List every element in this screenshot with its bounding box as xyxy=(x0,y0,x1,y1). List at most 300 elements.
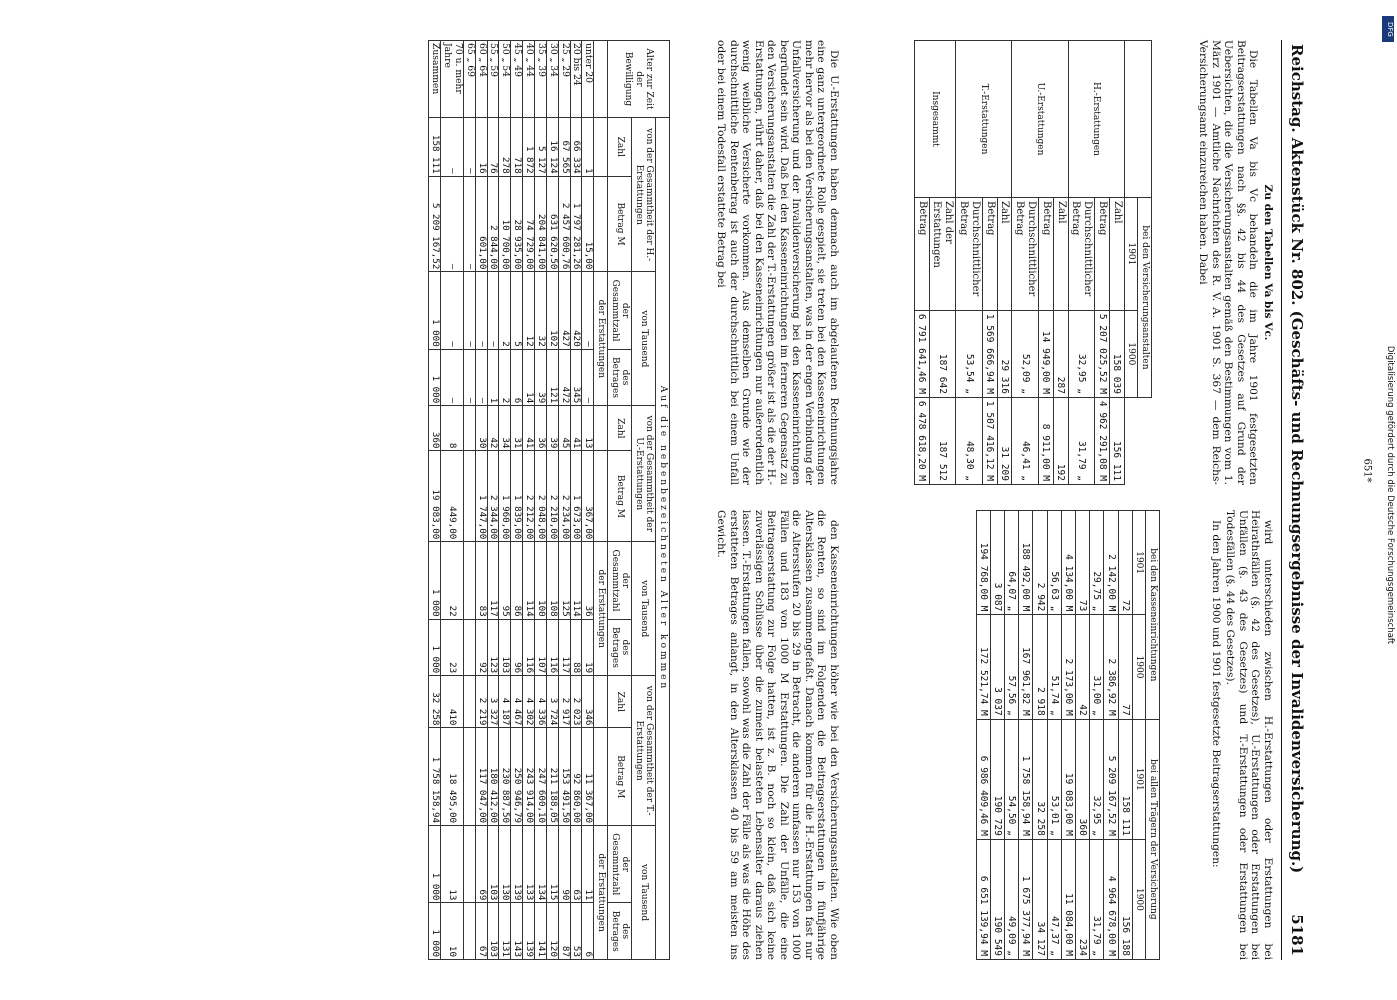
t3-cell: 103 xyxy=(499,619,511,675)
t3-h-U: von der Gesammtheit der U.-Erstattungen xyxy=(632,406,656,542)
t3-cell: 95 xyxy=(499,542,511,619)
t3-total-cell: 1 000 xyxy=(429,619,441,675)
t3-cell: 1 673,00 xyxy=(570,451,582,542)
t3-age-label: 50 „ 54 xyxy=(499,41,511,118)
t3-cell xyxy=(463,903,475,960)
t2-cell: 2 142,00 M xyxy=(1104,511,1118,615)
t3-cell: — xyxy=(582,349,594,405)
t3-age-label: 70 u. mehr Jahre xyxy=(441,41,464,118)
t2-cell: 47,37 „ xyxy=(1047,839,1061,959)
t2-cell: 1 758 158,94 M xyxy=(1019,719,1033,839)
right-column xyxy=(1208,510,1275,960)
t3-body xyxy=(429,41,594,960)
t3-h-alter: Alter zur Zeit der Bewilligung xyxy=(607,41,669,118)
t3-cell: 6 xyxy=(511,349,523,405)
t3-h-des-betrages: des Betrages xyxy=(607,349,631,405)
t1-item-label: Zahl xyxy=(1053,198,1068,311)
t3-cell: 631 620,50 xyxy=(546,176,558,272)
t3-cell: 117 047,00 xyxy=(475,728,487,826)
t3-h-der-erstattungen: der Erstattungen xyxy=(594,272,608,406)
t2-year: 1901 xyxy=(1132,511,1146,615)
t1-item-label: Zahl der Erstattungen xyxy=(929,198,956,311)
t3-cell: 14 xyxy=(523,349,535,405)
t2-cell: 234 xyxy=(1075,839,1089,959)
t2-cell: 190 729 xyxy=(990,719,1004,839)
t3-age-label: 30 „ 34 xyxy=(546,41,558,118)
t3-total-cell: 32 258 xyxy=(429,676,441,728)
t3-cell: 41 xyxy=(570,406,582,451)
t3-cell: 134 xyxy=(535,826,547,903)
t3-cell: 449,00 xyxy=(441,451,464,542)
t2-cell: 190 549 xyxy=(990,839,1004,959)
t3-cell: 11 367,00 xyxy=(582,728,594,826)
t1-item-label: Durchschnittlicher Betrag xyxy=(956,198,983,311)
t3-age-label: 35 „ 39 xyxy=(535,41,547,118)
t3-cell: 2 212,00 xyxy=(523,451,535,542)
t3-cell: 115 xyxy=(546,826,558,903)
t2-cell: 77 xyxy=(1118,615,1132,719)
t2-cell: 188 492,00 M xyxy=(1019,511,1033,615)
t3-cell: 2 xyxy=(499,349,511,405)
t3-cell: 13 xyxy=(582,406,594,451)
t3-cell: 87 xyxy=(558,903,570,960)
rotated-page xyxy=(70,40,1310,960)
t2-cell: 73 xyxy=(1075,511,1089,615)
t3-total-cell: 360 xyxy=(429,406,441,451)
t3-cell: 88 xyxy=(570,619,582,675)
t2-row xyxy=(1047,511,1061,960)
digitization-note: Digitalisierung gefördert durch die Deutsche Forschungsgemeinschaft xyxy=(1385,345,1395,645)
t3-cell: 90 xyxy=(558,826,570,903)
t3-row xyxy=(582,41,594,960)
t3-age-label: unter 20 xyxy=(582,41,594,118)
t3-h-betrag: Betrag M xyxy=(607,176,631,272)
t3-cell: 92 860,00 xyxy=(570,728,582,826)
page-number: 651* xyxy=(1361,458,1373,483)
t3-cell: 15,00 xyxy=(582,176,594,272)
t3-age-label: 55 „ 59 xyxy=(487,41,499,118)
t3-cell: 1 872 xyxy=(523,118,535,177)
t2-cell: 3 087 xyxy=(990,511,1004,615)
t3-cell: 230 887,50 xyxy=(499,728,511,826)
t3-cell: 2 917 xyxy=(558,676,570,728)
t1-value: 6 478 618,20 M xyxy=(914,397,929,484)
t3-cell: 13 xyxy=(441,826,464,903)
t2-cell: 31,00 „ xyxy=(1090,615,1104,719)
age-distribution-table xyxy=(428,40,670,960)
t3-cell: 1 960,00 xyxy=(499,451,511,542)
t3-h-tausend: von Tausend xyxy=(632,272,656,406)
t1-value: 187 642 xyxy=(929,310,956,397)
t3-cell xyxy=(463,406,475,451)
t3-cell: 1 839,00 xyxy=(511,451,523,542)
t3-cell: 92 xyxy=(475,619,487,675)
t3-cell: 153 491,50 xyxy=(558,728,570,826)
t1-item-label: Betrag xyxy=(914,198,929,311)
header-page-number: 5181 xyxy=(1287,914,1306,956)
t3-cell xyxy=(463,676,475,728)
t3-cell: 5 127 xyxy=(535,118,547,177)
t3-cell: 2 457 600,76 xyxy=(558,176,570,272)
t3-cell: 180 412,00 xyxy=(487,728,499,826)
t3-cell: 12 xyxy=(523,272,535,349)
t1-value: 31 209 xyxy=(997,397,1012,484)
t3-cell: 16 xyxy=(475,118,487,177)
t3-cell: 139 xyxy=(523,903,535,960)
side-note-container xyxy=(1380,0,1396,1000)
t2-header-kassen: bei den Kasseneinrichtungen xyxy=(1146,511,1160,720)
t3-age-label: 45 „ 49 xyxy=(511,41,523,118)
t3-cell: 18 495,00 xyxy=(441,728,464,826)
t3-cell: 243 914,00 xyxy=(523,728,535,826)
t3-total-cell: 1 000 xyxy=(429,272,441,349)
t3-cell: — xyxy=(463,118,475,177)
t3-cell: 2 xyxy=(499,272,511,349)
t3-cell: 28 935,00 xyxy=(511,176,523,272)
t3-sub-blank xyxy=(594,676,608,728)
t3-cell: 10 700,00 xyxy=(499,176,511,272)
t3-cell: — xyxy=(441,272,464,349)
t3-cell: 63 xyxy=(570,826,582,903)
right-paragraph-2: In den Jahren 1900 und 1901 festgesetzte Beitragserstattungen: xyxy=(1210,520,1222,868)
t3-age-label: 60 „ 64 xyxy=(475,41,487,118)
t1-value: 1 507 416,12 M xyxy=(982,397,997,484)
t3-h-des-betrages: des Betrages xyxy=(607,903,631,960)
t1-header: bei den Versicherungsanstalten xyxy=(1138,198,1152,398)
t1-value: 32,95 „ xyxy=(1068,310,1095,397)
t3-row xyxy=(475,41,487,960)
t1-item-label: Betrag xyxy=(1095,198,1110,311)
t3-row xyxy=(523,41,535,960)
t3-cell: 6 xyxy=(582,903,594,960)
t3-cell: 66 334 xyxy=(570,118,582,177)
t3-cell: 139 xyxy=(511,826,523,903)
mid-left-text xyxy=(713,40,840,485)
t2-cell: 42 xyxy=(1075,615,1089,719)
t3-cell: — xyxy=(441,176,464,272)
t2-cell: 5 209 167,52 M xyxy=(1104,719,1118,839)
t3-cell: — xyxy=(463,349,475,405)
t3-cell: 19 xyxy=(582,619,594,675)
t3-cell: 42 xyxy=(487,406,499,451)
t3-cell: — xyxy=(475,272,487,349)
t1-value: 53,54 „ xyxy=(956,310,983,397)
t1-value: 156 111 xyxy=(1109,397,1124,484)
t3-cell: 8 xyxy=(441,406,464,451)
t2-cell: 6 651 139,94 M xyxy=(976,839,990,959)
t3-sub-blank xyxy=(594,176,608,272)
t3-cell: 4 302 xyxy=(523,676,535,728)
t3-h-H: von der Gesammtheit der H.-Erstattungen xyxy=(632,118,656,272)
t3-total-cell: 158 111 xyxy=(429,118,441,177)
t3-total-cell: 1 000 xyxy=(429,826,441,903)
t2-cell: 2 386,92 M xyxy=(1104,615,1118,719)
t3-cell: 121 xyxy=(546,349,558,405)
t3-h-T: von der Gesammtheit der T.-Erstattungen xyxy=(632,676,656,826)
t3-h-zahl: Zahl xyxy=(607,676,631,728)
t2-row xyxy=(1033,511,1047,960)
t3-cell: 116 xyxy=(546,619,558,675)
summary-table-versicherungsanstalten xyxy=(914,40,1152,485)
t2-cell: 64,07 „ xyxy=(1004,511,1018,615)
t3-h-zahl: Zahl xyxy=(607,406,631,451)
t2-row xyxy=(1075,511,1089,960)
t1-value: 4 962 291,08 M xyxy=(1095,397,1110,484)
t3-cell: — xyxy=(463,176,475,272)
t3-cell: 116 xyxy=(523,619,535,675)
t2-cell: 158 111 xyxy=(1118,719,1132,839)
t2-cell: 31,79 „ xyxy=(1090,839,1104,959)
t3-cell: 2 048,00 xyxy=(535,451,547,542)
t2-cell: 57,56 „ xyxy=(1004,615,1018,719)
t3-row xyxy=(570,41,582,960)
t3-cell: 107 xyxy=(535,619,547,675)
t2-cell: 56,63 „ xyxy=(1047,511,1061,615)
t3-age-label: 25 „ 29 xyxy=(558,41,570,118)
t3-row xyxy=(441,41,464,960)
t3-sub-blank xyxy=(594,728,608,826)
t3-cell: 83 xyxy=(475,542,487,619)
t1-row xyxy=(1053,41,1068,485)
t1-row xyxy=(1109,41,1124,485)
t3-total-cell: 1 758 158,94 xyxy=(429,728,441,826)
t3-cell: — xyxy=(582,272,594,349)
t3-cell: 204 841,00 xyxy=(535,176,547,272)
t3-cell: 346 xyxy=(582,676,594,728)
t2-cell: 32 258 xyxy=(1033,719,1047,839)
t3-h-betrag: Betrag M xyxy=(607,728,631,826)
t3-cell: 2 210,00 xyxy=(546,451,558,542)
t2-cell: 194 768,00 M xyxy=(976,511,990,615)
t1-group-label: Insgesammt xyxy=(914,41,955,198)
page-header xyxy=(1281,40,1310,960)
t3-cell: 39 xyxy=(546,406,558,451)
t3-cell: 103 xyxy=(487,903,499,960)
t2-cell: 4 134,00 M xyxy=(1061,511,1075,615)
left-column xyxy=(1195,40,1274,485)
t3-total-cell: 1 000 xyxy=(429,903,441,960)
t3-cell: 45 xyxy=(558,406,570,451)
t3-h-zahl: Zahl xyxy=(607,118,631,177)
t3-cell xyxy=(463,728,475,826)
t2-cell: 53,01 „ xyxy=(1047,719,1061,839)
t3-cell: — xyxy=(441,118,464,177)
mid-right-paragraph: den Kasseneinrichtungen höher wie bei den Versicherungsanstalten. Wie oben die Renten, so sind im Folgenden die Beitragserstattungen in fünfjährige Altersklassen zusammengefaßt. Danach kommen für die H.-Erstattungen fast nur die Altersstufen 20 bis 29 in Betracht, die anderen umfassen nur 153 von 1000 Fällen und 183 von 1000 M Erstattungen. Die Zahl der Unfälle, die eine Beitragserstattung zur Folge hatten, ist z. B. noch so klein, daß sich keine zuverlässigen Schlüsse über die zumeist belasteten Lebensalter daraus ziehen lassen. T.-Erstattungen fallen, sowohl was die Zahl der Fälle als was die Höhe des erstatteten Betrages anlangt, in den Altersklassen 40 bis 59 am meisten ins Gewicht. xyxy=(715,510,840,960)
t3-cell: 67 565 xyxy=(558,118,570,177)
t3-h-gesamtzahl: der Gesammtzahl xyxy=(607,272,631,349)
t2-cell: 2 942 xyxy=(1033,511,1047,615)
t2-year: 1900 xyxy=(1132,839,1146,959)
t3-total-cell: 5 209 167,52 xyxy=(429,176,441,272)
t3-cell: 472 xyxy=(558,349,570,405)
t3-cell: 123 xyxy=(487,619,499,675)
t3-cell: 718 xyxy=(511,118,523,177)
t3-h-der-erstattungen: der Erstattungen xyxy=(594,542,608,676)
t3-cell xyxy=(463,826,475,903)
t1-value: 48,30 „ xyxy=(956,397,983,484)
t3-h-der-erstattungen: der Erstattungen xyxy=(594,826,608,960)
t3-cell: — xyxy=(475,349,487,405)
t2-cell: 6 986 409,46 M xyxy=(976,719,990,839)
t1-value: 5 207 025,52 M xyxy=(1095,310,1110,397)
t3-cell: 96 xyxy=(511,619,523,675)
t2-row xyxy=(1090,511,1104,960)
t3-cell: 130 xyxy=(499,826,511,903)
t3-row xyxy=(487,41,499,960)
t3-cell: 3 327 xyxy=(487,676,499,728)
t2-year: 1900 xyxy=(1132,615,1146,719)
t1-row xyxy=(997,41,1012,485)
t3-h-gesamtzahl: der Gesammtzahl xyxy=(607,542,631,619)
t3-cell: 117 xyxy=(487,542,499,619)
mid-left-paragraph: Die U.-Erstattungen haben demnach auch im abgelaufenen Rechnungsjahre eine ganz untergeordnete Rolle gespielt, sie treten bei den Kasseneinrichtungen mehr hervor als bei den Versicherungsanstalten, was in der engen Verbindung der Unfallversicherung und der Invalidenversicherung bei den Kasseneinrichtungen begründet sein wird. Daß bei den Kasseneinrichtungen im ferneren Gegensatz zu den Versicherungsanstalten die Zahl der T.-Erstattungen größer ist als die der H.-Erstattungen, rührt daher, daß bei den Kasseneinrichtungen nur außerordentlich wenig weibliche Versicherte vorkommen. Aus demselben Grunde wie der durchschnittliche Rentenbetrag ist auch der durchschnittlich bei einem Unfall oder bei einem Todesfall erstattete Betrag bei xyxy=(715,40,840,485)
t2-row xyxy=(1004,511,1018,960)
t3-h-des-betrages: des Betrages xyxy=(607,619,631,675)
t1-value: 187 512 xyxy=(929,397,956,484)
t3-cell: 108 xyxy=(546,542,558,619)
t2-cell: 167 961,82 M xyxy=(1019,615,1033,719)
t3-cell: 76 xyxy=(487,118,499,177)
t3-cell: 427 xyxy=(558,272,570,349)
t2-cell: 1 675 377,94 M xyxy=(1019,839,1033,959)
t2-cell: 54,50 „ xyxy=(1004,719,1018,839)
t1-group-label: U.-Erstattungen xyxy=(1012,41,1068,198)
t3-cell xyxy=(463,542,475,619)
t3-cell: 114 xyxy=(570,542,582,619)
t3-cell: 67 xyxy=(475,903,487,960)
t3-row xyxy=(511,41,523,960)
t1-row xyxy=(929,41,956,485)
t3-cell: — xyxy=(441,349,464,405)
t2-header-all: bei allen Trägern der Versicherung xyxy=(1146,719,1160,959)
t3-cell: 4 187 xyxy=(499,676,511,728)
t1-value: 158 039 xyxy=(1109,310,1124,397)
t3-cell xyxy=(463,451,475,542)
t3-cell xyxy=(463,619,475,675)
t2-cell: 2 173,00 M xyxy=(1061,615,1075,719)
t1-item-label: Durchschnittlicher Betrag xyxy=(1012,198,1039,311)
t3-cell: 117 xyxy=(558,619,570,675)
t3-total-cell: 1 000 xyxy=(429,542,441,619)
t2-row xyxy=(976,511,990,960)
t2-cell: 32,95 „ xyxy=(1090,719,1104,839)
t1-value: 29 316 xyxy=(997,310,1012,397)
t1-item-label: Zahl xyxy=(997,198,1012,311)
t1-item-label: Betrag xyxy=(982,198,997,311)
t3-cell: 143 xyxy=(511,903,523,960)
t2-cell: 34 127 xyxy=(1033,839,1047,959)
t2-row xyxy=(1118,511,1132,960)
t3-cell: 131 xyxy=(499,903,511,960)
t2-row xyxy=(1019,511,1033,960)
t3-cell: — xyxy=(463,272,475,349)
t3-cell: 2 344,00 xyxy=(487,451,499,542)
t3-cell: 31 xyxy=(511,406,523,451)
t3-cell: 102 xyxy=(546,272,558,349)
t2-cell: 51,74 „ xyxy=(1047,615,1061,719)
mid-right-text xyxy=(713,510,840,960)
t3-cell: 211 188,05 xyxy=(546,728,558,826)
t2-cell: 3 037 xyxy=(990,615,1004,719)
t3-h-tausend: von Tausend xyxy=(632,542,656,676)
t2-cell: 49,09 „ xyxy=(1004,839,1018,959)
t3-age-label: 20 bis 24 xyxy=(570,41,582,118)
t1-value: 31,79 „ xyxy=(1068,397,1095,484)
t3-row xyxy=(558,41,570,960)
t1-year-1901: 1901 xyxy=(1124,198,1138,311)
t3-cell: 2 234,00 xyxy=(558,451,570,542)
t3-cell: 69 xyxy=(475,826,487,903)
t3-cell: 420 xyxy=(570,272,582,349)
t1-item-label: Durchschnittlicher Betrag xyxy=(1068,198,1095,311)
t3-row xyxy=(499,41,511,960)
t3-cell: 367,00 xyxy=(582,451,594,542)
t3-cell: 1 797 281,26 xyxy=(570,176,582,272)
t3-cell: 4 336 xyxy=(535,676,547,728)
dfg-logo: DFG xyxy=(1382,16,1394,42)
t3-cell: 410 xyxy=(441,676,464,728)
t3-cell: 10 xyxy=(441,903,464,960)
t3-cell: 103 xyxy=(487,826,499,903)
t2-cell: 4 964 678,00 M xyxy=(1104,839,1118,959)
t3-total-row xyxy=(429,41,441,960)
t3-cell: 39 xyxy=(535,349,547,405)
t1-value: 6 791 641,46 M xyxy=(914,310,929,397)
t3-cell: 4 467 xyxy=(511,676,523,728)
t3-cell: 36 xyxy=(535,406,547,451)
t1-item-label: Betrag xyxy=(1039,198,1054,311)
t3-sub-blank xyxy=(594,41,608,118)
t3-cell: 16 124 xyxy=(546,118,558,177)
t1-value: 14 949,00 M xyxy=(1039,310,1054,397)
t3-cell: 278 xyxy=(499,118,511,177)
t3-cell: 36 xyxy=(582,542,594,619)
t3-cell: 3 724 xyxy=(546,676,558,728)
t2-row xyxy=(990,511,1004,960)
t3-cell: 133 xyxy=(523,826,535,903)
section-heading: Zu den Tabellen Va bis Vc. xyxy=(1262,184,1274,341)
t1-year-1900: 1900 xyxy=(1124,310,1138,397)
t2-row xyxy=(1104,511,1118,960)
t1-value: 46,41 „ xyxy=(1012,397,1039,484)
t3-cell: 74 729,00 xyxy=(523,176,535,272)
t3-sub-blank xyxy=(594,451,608,542)
t2-cell: 29,75 „ xyxy=(1090,511,1104,615)
t1-value: 287 xyxy=(1053,310,1068,397)
t2-cell: 156 188 xyxy=(1118,839,1132,959)
t3-cell: 601,00 xyxy=(475,176,487,272)
t3-h-tausend: von Tausend xyxy=(632,826,656,960)
t3-total-cell: 19 083,00 xyxy=(429,451,441,542)
t2-cell: 72 xyxy=(1118,511,1132,615)
t3-h-gesamtzahl: der Gesammtzahl xyxy=(607,826,631,903)
t3-cell: 250 946,79 xyxy=(511,728,523,826)
t3-title: Auf die nebenbezeichneten Alter kommen xyxy=(656,118,670,960)
t3-h-betrag: Betrag M xyxy=(607,451,631,542)
t3-cell: 22 xyxy=(441,542,464,619)
t3-sub-blank xyxy=(594,118,608,177)
t3-cell: 2 023 xyxy=(570,676,582,728)
t3-cell: 1 747,00 xyxy=(475,451,487,542)
t3-cell: 34 xyxy=(499,406,511,451)
t2-cell: 172 521,74 M xyxy=(976,615,990,719)
t3-cell: 5 xyxy=(511,272,523,349)
t3-cell: — xyxy=(487,272,499,349)
t2-year: 1901 xyxy=(1132,719,1146,839)
t3-row xyxy=(546,41,558,960)
t3-row xyxy=(463,41,475,960)
t3-cell: 2 844,00 xyxy=(487,176,499,272)
